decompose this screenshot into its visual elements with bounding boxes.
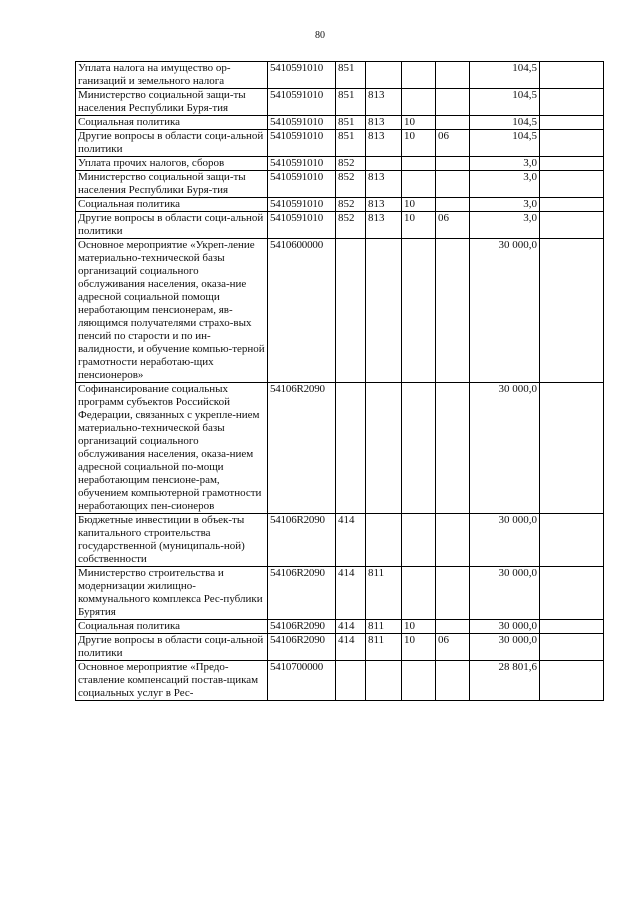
row-sum-cell: 104,5 bbox=[470, 116, 540, 130]
row-ministry-cell bbox=[366, 661, 402, 701]
row-expense-type-cell: 851 bbox=[336, 116, 366, 130]
row-ministry-cell: 813 bbox=[366, 89, 402, 116]
row-extra-cell bbox=[540, 130, 604, 157]
row-code-cell: 5410591010 bbox=[268, 62, 336, 89]
row-name-cell: Министерство социальной защи-ты населения Республики Буря-тия bbox=[76, 89, 268, 116]
row-sum-cell: 30 000,0 bbox=[470, 567, 540, 620]
row-ministry-cell: 811 bbox=[366, 634, 402, 661]
row-expense-type-cell: 852 bbox=[336, 198, 366, 212]
table-row bbox=[76, 212, 604, 239]
row-subsection-cell bbox=[436, 567, 470, 620]
row-extra-cell bbox=[540, 514, 604, 567]
row-code-cell: 5410591010 bbox=[268, 198, 336, 212]
row-subsection-cell bbox=[436, 171, 470, 198]
row-code-cell: 54106R2090 bbox=[268, 514, 336, 567]
row-extra-cell bbox=[540, 198, 604, 212]
row-name-cell: Министерство социальной защи-ты населения Республики Буря-тия bbox=[76, 171, 268, 198]
row-expense-type-cell: 851 bbox=[336, 62, 366, 89]
row-extra-cell bbox=[540, 157, 604, 171]
row-ministry-cell bbox=[366, 383, 402, 514]
row-name-cell: Софинансирование социальных программ субъектов Российской Федерации, связанных с укрепле-нием материально-технической базы организаций социального обслуживания населения, оказа-нием адресной социальной по-мощи неработающим пенсионе-рам, обучением компьютерной грамотности неработающих пен-сионеров bbox=[76, 383, 268, 514]
row-extra-cell bbox=[540, 620, 604, 634]
row-extra-cell bbox=[540, 62, 604, 89]
row-subsection-cell: 06 bbox=[436, 634, 470, 661]
row-expense-type-cell: 852 bbox=[336, 157, 366, 171]
row-section-cell bbox=[402, 661, 436, 701]
row-subsection-cell: 06 bbox=[436, 212, 470, 239]
row-subsection-cell bbox=[436, 383, 470, 514]
row-expense-type-cell: 414 bbox=[336, 634, 366, 661]
row-section-cell: 10 bbox=[402, 116, 436, 130]
row-code-cell: 54106R2090 bbox=[268, 634, 336, 661]
row-expense-type-cell: 851 bbox=[336, 89, 366, 116]
row-section-cell: 10 bbox=[402, 634, 436, 661]
row-expense-type-cell: 852 bbox=[336, 212, 366, 239]
row-extra-cell bbox=[540, 171, 604, 198]
table-row bbox=[76, 661, 604, 701]
table-row bbox=[76, 171, 604, 198]
row-expense-type-cell bbox=[336, 383, 366, 514]
row-sum-cell: 30 000,0 bbox=[470, 383, 540, 514]
row-sum-cell: 104,5 bbox=[470, 62, 540, 89]
row-name-cell: Другие вопросы в области соци-альной политики bbox=[76, 130, 268, 157]
row-code-cell: 54106R2090 bbox=[268, 620, 336, 634]
row-extra-cell bbox=[540, 89, 604, 116]
row-sum-cell: 3,0 bbox=[470, 198, 540, 212]
row-section-cell bbox=[402, 171, 436, 198]
row-extra-cell bbox=[540, 212, 604, 239]
row-name-cell: Социальная политика bbox=[76, 620, 268, 634]
row-name-cell: Министерство строительства и модернизации жилищно-коммунального комплекса Рес-публики Бурятия bbox=[76, 567, 268, 620]
row-subsection-cell bbox=[436, 62, 470, 89]
row-extra-cell bbox=[540, 634, 604, 661]
row-code-cell: 54106R2090 bbox=[268, 383, 336, 514]
budget-table-body bbox=[76, 62, 604, 701]
row-sum-cell: 30 000,0 bbox=[470, 514, 540, 567]
row-ministry-cell: 811 bbox=[366, 620, 402, 634]
row-expense-type-cell: 851 bbox=[336, 130, 366, 157]
budget-table bbox=[75, 61, 604, 701]
row-expense-type-cell: 414 bbox=[336, 620, 366, 634]
table-row bbox=[76, 567, 604, 620]
row-sum-cell: 30 000,0 bbox=[470, 634, 540, 661]
row-subsection-cell bbox=[436, 89, 470, 116]
row-section-cell: 10 bbox=[402, 198, 436, 212]
row-section-cell: 10 bbox=[402, 212, 436, 239]
row-subsection-cell bbox=[436, 620, 470, 634]
row-sum-cell: 30 000,0 bbox=[470, 239, 540, 383]
row-sum-cell: 3,0 bbox=[470, 171, 540, 198]
row-subsection-cell: 06 bbox=[436, 130, 470, 157]
row-expense-type-cell bbox=[336, 661, 366, 701]
row-ministry-cell: 813 bbox=[366, 171, 402, 198]
row-ministry-cell: 813 bbox=[366, 198, 402, 212]
table-row bbox=[76, 198, 604, 212]
row-sum-cell: 3,0 bbox=[470, 157, 540, 171]
row-code-cell: 5410700000 bbox=[268, 661, 336, 701]
table-row bbox=[76, 620, 604, 634]
table-row bbox=[76, 634, 604, 661]
row-expense-type-cell: 414 bbox=[336, 514, 366, 567]
row-code-cell: 5410591010 bbox=[268, 171, 336, 198]
row-sum-cell: 104,5 bbox=[470, 89, 540, 116]
table-row bbox=[76, 239, 604, 383]
row-ministry-cell: 813 bbox=[366, 116, 402, 130]
row-subsection-cell bbox=[436, 198, 470, 212]
row-section-cell bbox=[402, 514, 436, 567]
row-ministry-cell bbox=[366, 62, 402, 89]
row-code-cell: 5410591010 bbox=[268, 212, 336, 239]
row-subsection-cell bbox=[436, 514, 470, 567]
row-code-cell: 5410600000 bbox=[268, 239, 336, 383]
row-extra-cell bbox=[540, 661, 604, 701]
row-section-cell: 10 bbox=[402, 620, 436, 634]
row-ministry-cell: 811 bbox=[366, 567, 402, 620]
table-row bbox=[76, 89, 604, 116]
row-expense-type-cell bbox=[336, 239, 366, 383]
row-name-cell: Уплата прочих налогов, сборов bbox=[76, 157, 268, 171]
row-code-cell: 5410591010 bbox=[268, 116, 336, 130]
row-sum-cell: 30 000,0 bbox=[470, 620, 540, 634]
table-row bbox=[76, 130, 604, 157]
row-name-cell: Социальная политика bbox=[76, 198, 268, 212]
row-name-cell: Социальная политика bbox=[76, 116, 268, 130]
row-ministry-cell: 813 bbox=[366, 130, 402, 157]
table-row bbox=[76, 116, 604, 130]
row-section-cell bbox=[402, 89, 436, 116]
row-section-cell bbox=[402, 239, 436, 383]
row-sum-cell: 104,5 bbox=[470, 130, 540, 157]
row-extra-cell bbox=[540, 383, 604, 514]
row-ministry-cell: 813 bbox=[366, 212, 402, 239]
row-name-cell: Основное мероприятие «Укреп-ление материально-технической базы организаций социального обслуживания населения, оказа-ние адресной социальной помощи неработающим пенсионерам, яв-ляющимся получателями страхо-вых пенсий по старости и по ин-валидности, и обучение компью-терной грамотности неработаю-щих пенсионеров» bbox=[76, 239, 268, 383]
row-name-cell: Основное мероприятие «Предо-ставление компенсаций постав-щикам социальных услуг в Рес- bbox=[76, 661, 268, 701]
row-section-cell bbox=[402, 62, 436, 89]
row-subsection-cell bbox=[436, 157, 470, 171]
table-row bbox=[76, 62, 604, 89]
page-number: 80 bbox=[315, 30, 325, 41]
row-subsection-cell bbox=[436, 239, 470, 383]
row-ministry-cell bbox=[366, 239, 402, 383]
row-name-cell: Бюджетные инвестиции в объек-ты капитального строительства государственной (муниципаль-ной) собственности bbox=[76, 514, 268, 567]
row-code-cell: 5410591010 bbox=[268, 130, 336, 157]
row-name-cell: Уплата налога на имущество ор-ганизаций и земельного налога bbox=[76, 62, 268, 89]
table-row bbox=[76, 514, 604, 567]
row-code-cell: 5410591010 bbox=[268, 157, 336, 171]
row-code-cell: 5410591010 bbox=[268, 89, 336, 116]
row-section-cell bbox=[402, 567, 436, 620]
row-section-cell: 10 bbox=[402, 130, 436, 157]
row-subsection-cell bbox=[436, 661, 470, 701]
table-row bbox=[76, 383, 604, 514]
row-extra-cell bbox=[540, 567, 604, 620]
row-section-cell bbox=[402, 157, 436, 171]
row-extra-cell bbox=[540, 116, 604, 130]
row-name-cell: Другие вопросы в области соци-альной политики bbox=[76, 212, 268, 239]
row-expense-type-cell: 852 bbox=[336, 171, 366, 198]
row-name-cell: Другие вопросы в области соци-альной политики bbox=[76, 634, 268, 661]
row-subsection-cell bbox=[436, 116, 470, 130]
row-expense-type-cell: 414 bbox=[336, 567, 366, 620]
row-sum-cell: 28 801,6 bbox=[470, 661, 540, 701]
row-ministry-cell bbox=[366, 157, 402, 171]
row-section-cell bbox=[402, 383, 436, 514]
row-code-cell: 54106R2090 bbox=[268, 567, 336, 620]
row-extra-cell bbox=[540, 239, 604, 383]
row-sum-cell: 3,0 bbox=[470, 212, 540, 239]
table-row bbox=[76, 157, 604, 171]
row-ministry-cell bbox=[366, 514, 402, 567]
